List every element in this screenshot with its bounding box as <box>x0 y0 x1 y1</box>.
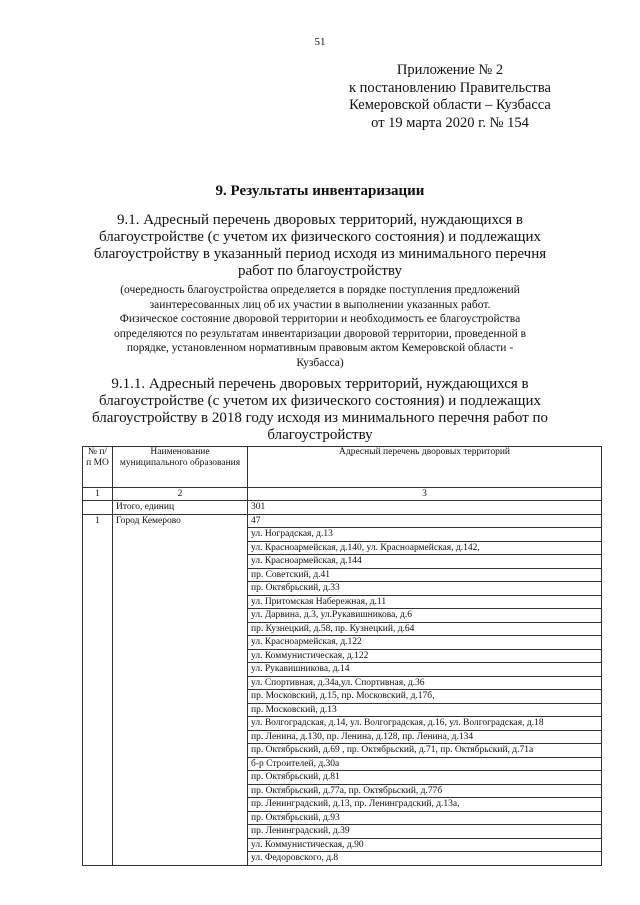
address-cell: пр. Октябрьский, д.77а, пр. Октябрьский, д.77б <box>248 784 602 798</box>
address-cell: пр. Октябрьский, д.81 <box>248 771 602 785</box>
address-cell: пр. Октябрьский, д.93 <box>248 811 602 825</box>
heading-9-1 <box>60 212 580 280</box>
address-cell: ул. Коммунистическая, д.122 <box>248 649 602 663</box>
total-value: 301 <box>248 501 602 515</box>
heading-line: благоустройству в указанный период исходя из минимального перечня <box>93 246 547 262</box>
heading-line: благоустройству <box>267 427 373 443</box>
note-line: заинтересованных лиц об их участии в выполнении указанных работ. <box>149 298 491 311</box>
address-cell: пр. Ленинградский, д.13, пр. Ленинградский, д.13а, <box>248 798 602 812</box>
address-cell: ул. Ноградская, д.13 <box>248 528 602 542</box>
table-header-row <box>83 447 602 488</box>
appendix-line: Кемеровской области – Кузбасса <box>349 97 551 113</box>
appendix-line: к постановлению Правительства <box>349 79 551 96</box>
header-num: № п/п МО <box>83 447 113 488</box>
address-cell: пр. Советский, д.41 <box>248 568 602 582</box>
heading-line: 9.1.1. Адресный перечень дворовых территорий, нуждающихся в <box>111 376 529 392</box>
address-cell: ул. Красноармейская, д.122 <box>248 636 602 650</box>
total-label: Итого, единиц <box>113 501 248 515</box>
address-cell: ул. Рукавишникова, д.14 <box>248 663 602 677</box>
municipality-row <box>83 514 602 528</box>
heading-line: 9.1. Адресный перечень дворовых территорий, нуждающихся в <box>117 212 523 228</box>
total-num-cell <box>83 501 113 515</box>
address-cell: пр. Московский, д.13 <box>248 703 602 717</box>
address-cell: ул. Федоровского, д.8 <box>248 852 602 866</box>
address-cell: ул. Коммунистическая, д.90 <box>248 838 602 852</box>
section-title: 9. Результаты инвентаризации <box>215 183 425 199</box>
address-cell: ул. Красноармейская, д.140, ул. Красноармейская, д.142, <box>248 541 602 555</box>
note-line: (очередность благоустройства определяется в порядке поступления предложений <box>120 284 520 296</box>
heading-9-1-1 <box>60 376 580 444</box>
address-cell: б-р Строителей, д.30а <box>248 757 602 771</box>
address-cell: пр. Московский, д.15, пр. Московский, д.17б, <box>248 690 602 704</box>
header-addresses: Адресный перечень дворовых территорий <box>248 447 602 488</box>
address-cell: ул. Притомская Набережная, д.11 <box>248 595 602 609</box>
header-name: Наименование муниципального образования <box>113 447 248 488</box>
note-line: определяются по результатам инвентаризации дворовой территории, проведенной в <box>113 327 527 340</box>
heading-line: благоустройстве (с учетом их физического состояния) и подлежащих <box>99 229 541 245</box>
address-cell: пр. Ленина, д.130, пр. Ленина, д.128, пр. Ленина, д.134 <box>248 730 602 744</box>
heading-line: благоустройстве (с учетом их физического состояния) и подлежащих <box>99 393 541 409</box>
appendix-line: от 19 марта 2020 г. № 154 <box>371 114 529 131</box>
note-line: Кузбасса) <box>296 356 344 369</box>
appendix-block <box>340 62 560 132</box>
address-cell: пр. Октябрьский, д.33 <box>248 582 602 596</box>
address-cell: пр. Кузнецкий, д.58, пр. Кузнецкий, д.64 <box>248 622 602 636</box>
note-line: Физическое состояние дворовой территории и необходимость ее благоустройства <box>119 313 521 325</box>
municipality-num: 1 <box>83 514 113 865</box>
page-number: 51 <box>314 36 326 48</box>
municipality-count: 47 <box>248 514 602 528</box>
address-cell: ул. Волгоградская, д.14, ул. Волгоградская, д.16, ул. Волгоградская, д.18 <box>248 717 602 731</box>
heading-line: работ по благоустройству <box>238 263 402 279</box>
address-cell: пр. Октябрьский, д.69 , пр. Октябрьский, д.71, пр. Октябрьский, д.71а <box>248 744 602 758</box>
column-number-row <box>83 488 602 501</box>
address-table <box>82 446 602 866</box>
note-line: порядке, установленном нормативным правовым актом Кемеровской области - <box>126 342 514 354</box>
note-block <box>60 283 580 370</box>
column-number: 1 <box>83 488 113 501</box>
address-cell: ул. Дарвина, д.3, ул.Рукавишникова, д.6 <box>248 609 602 623</box>
address-cell: пр. Ленинградский, д.39 <box>248 825 602 839</box>
municipality-name: Город Кемерово <box>113 514 248 865</box>
column-number: 2 <box>113 488 248 501</box>
appendix-line: Приложение № 2 <box>396 62 504 78</box>
heading-line: благоустройству в 2018 году исходя из минимального перечня работ по <box>91 410 549 426</box>
total-row <box>83 501 602 515</box>
column-number: 3 <box>248 488 602 501</box>
address-cell: ул. Спортивная, д.34а,ул. Спортивная, д.36 <box>248 676 602 690</box>
address-cell: ул. Красноармейская, д.144 <box>248 555 602 569</box>
